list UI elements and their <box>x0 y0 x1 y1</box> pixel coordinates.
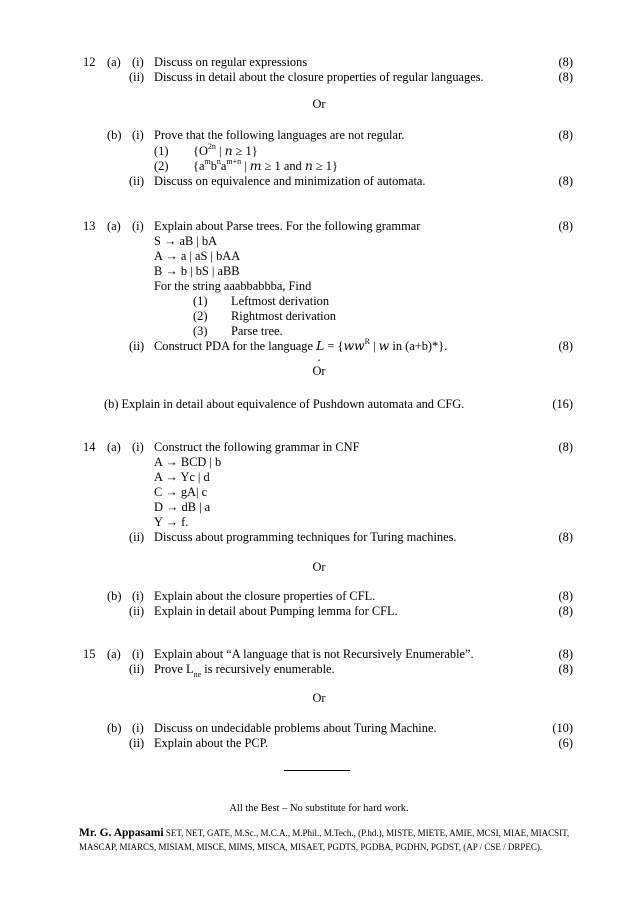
question-text: Prove that the following languages are not regular. <box>154 128 405 142</box>
list-item: Parse tree. <box>231 324 283 338</box>
subpart-label: (i) <box>132 589 144 603</box>
marks: (8) <box>558 339 573 353</box>
subpart-label: (ii) <box>129 604 145 618</box>
marks: (16) <box>552 397 573 411</box>
grammar-rule: A → a | aS | bAA <box>154 249 241 263</box>
question-number: 12 <box>83 55 96 69</box>
list-number: (2) <box>154 159 169 173</box>
grammar-rule: D → dB | a <box>154 500 211 514</box>
marks: (8) <box>558 604 573 618</box>
subpart-label: (ii) <box>129 662 145 676</box>
subpart-label: (i) <box>132 128 144 142</box>
marks: (8) <box>558 55 573 69</box>
question-number: 14 <box>83 440 96 454</box>
part-label: (a) <box>107 647 121 661</box>
part-label: (b) <box>107 589 122 603</box>
list-number: (3) <box>193 324 208 338</box>
marks: (10) <box>552 721 573 735</box>
question-text: Discuss on equivalence and minimization of automata. <box>154 174 426 188</box>
part-label: (a) <box>107 219 121 233</box>
marks: (8) <box>558 174 573 188</box>
marks: (8) <box>558 662 573 676</box>
author-signature: Mr. G. Appasami SET, NET, GATE, M.Sc., M.C.A., M.Phil., M.Tech., (P.hd.), MISTE, MIETE, AMIE, MCSI, MIAE, MIACSIT, <box>79 827 570 839</box>
author-qualifications: MASCAP, MIARCS, MISIAM, MISCE, MIMS, MISCA, MISAET, PGDTS, PGDBA, PGDHN, PGDST, (AP / CSE / DRPEC). <box>79 842 543 852</box>
subpart-label: (ii) <box>129 174 145 188</box>
question-text: Explain about “A language that is not Recursively Enumerable”. <box>154 647 474 661</box>
or-separator: Or <box>312 691 326 705</box>
question-text: For the string aaabbabbba, Find <box>154 279 312 293</box>
question-text: Discuss about programming techniques for Turing machines. <box>154 530 457 544</box>
subpart-label: (i) <box>132 721 144 735</box>
subpart-label: (i) <box>132 647 144 661</box>
marks: (8) <box>558 128 573 142</box>
list-number: (1) <box>154 144 169 158</box>
subpart-label: (i) <box>132 55 144 69</box>
question-text: Prove $L_{ne}$ is recursively enumerable. <box>154 662 335 680</box>
question-text: Explain in detail about Pumping lemma for CFL. <box>154 604 398 618</box>
list-number: (1) <box>193 294 208 308</box>
subpart-label: (i) <box>132 219 144 233</box>
grammar-rule: A → BCD | b <box>154 455 222 469</box>
part-label: (b) <box>107 128 122 142</box>
or-separator: Or <box>312 364 326 378</box>
grammar-rule: A → Yc | d <box>154 470 210 484</box>
footer-message: All the Best – No substitute for hard work. <box>229 803 409 814</box>
marks: (8) <box>558 647 573 661</box>
language-expression: {$a^mb^na^{m+n}$ | 𝑚 ≥ 1 and 𝑛 ≥ 1} <box>193 156 338 173</box>
question-text: Explain about the closure properties of CFL. <box>154 589 376 603</box>
marks: (6) <box>558 736 573 750</box>
marks: (8) <box>558 530 573 544</box>
list-number: (2) <box>193 309 208 323</box>
question-text: Construct PDA for the language 𝐿 = {𝑤𝑤$^R$ | 𝑤 in (a+b)*}. <box>154 336 448 353</box>
question-text: Explain about the PCP. <box>154 736 269 750</box>
marks: (8) <box>558 589 573 603</box>
marks: (8) <box>558 70 573 84</box>
list-item: Rightmost derivation <box>231 309 336 323</box>
question-number: 15 <box>83 647 96 661</box>
question-number: 13 <box>83 219 96 233</box>
part-label: (a) <box>107 55 121 69</box>
grammar-rule: C → gA| c <box>154 485 208 499</box>
question-text: Explain about Parse trees. For the following grammar <box>154 219 421 233</box>
question-text: Discuss on regular expressions <box>154 55 308 69</box>
grammar-rule: S → aB | bA <box>154 234 218 248</box>
list-item: Leftmost derivation <box>231 294 330 308</box>
grammar-rule: B → b | bS | aBB <box>154 264 240 278</box>
or-separator: Or <box>312 97 326 111</box>
end-divider <box>284 770 350 771</box>
marks: (8) <box>558 219 573 233</box>
subpart-label: (ii) <box>129 339 145 353</box>
part-label: (a) <box>107 440 121 454</box>
question-text: Construct the following grammar in CNF <box>154 440 360 454</box>
language-expression: {$O^{2n}$ | 𝑛 ≥ 1} <box>193 141 258 158</box>
part-label: (b) <box>107 721 122 735</box>
question-text: (b) Explain in detail about equivalence of Pushdown automata and CFG. <box>104 397 465 411</box>
or-separator: Or <box>312 560 326 574</box>
grammar-rule: Y → f. <box>154 515 189 529</box>
dot-mark: . <box>317 350 321 364</box>
marks: (8) <box>558 440 573 454</box>
subpart-label: (ii) <box>129 70 145 84</box>
question-text: Discuss on undecidable problems about Turing Machine. <box>154 721 437 735</box>
subpart-label: (ii) <box>129 736 145 750</box>
question-text: Discuss in detail about the closure properties of regular languages. <box>154 70 484 84</box>
subpart-label: (i) <box>132 440 144 454</box>
subpart-label: (ii) <box>129 530 145 544</box>
